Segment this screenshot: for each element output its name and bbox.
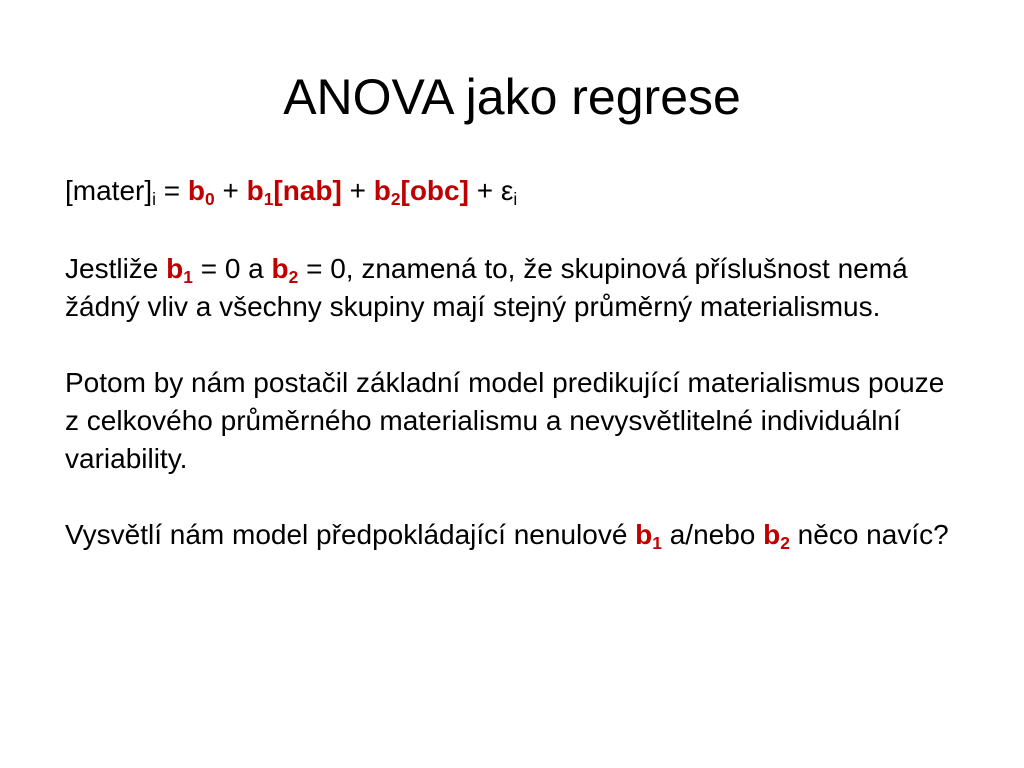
para1-coef-b1 bbox=[166, 253, 193, 288]
para3-text-2: a/nebo bbox=[661, 519, 764, 550]
equation-plus-epsilon: + ε bbox=[468, 175, 514, 206]
predictor-nab: [nab] bbox=[273, 175, 342, 206]
slide-title: ANOVA jako regrese bbox=[283, 69, 741, 125]
epsilon-subscript: i bbox=[513, 189, 518, 210]
para1-text-1: Jestliže bbox=[65, 253, 167, 284]
para1-text-2: = 0 a bbox=[192, 253, 272, 284]
para1-b2-subscript: 2 bbox=[288, 267, 299, 288]
para3-b2-letter: b bbox=[763, 519, 781, 550]
para3-b2-subscript: 2 bbox=[780, 533, 790, 554]
para3-text-3: něco navíc? bbox=[789, 519, 949, 550]
coef-b0-letter: b bbox=[187, 175, 206, 206]
para3-coef-b1 bbox=[635, 519, 662, 554]
coef-b0 bbox=[187, 175, 215, 210]
paragraph-base-model: Potom by nám postačil základní model predikující materialismus pouze z celkového průměrného materialismu a nevysvětlitelné individuální variability. bbox=[65, 367, 945, 474]
coef-b2-letter: b bbox=[373, 175, 391, 206]
para3-text-1: Vysvětlí nám model předpokládající nenulové bbox=[65, 519, 636, 550]
slide-body bbox=[65, 170, 965, 592]
coef-b1-letter: b bbox=[246, 175, 264, 206]
para1-text-3: = 0, znamená to, že skupinová příslušnost nemá žádný vliv a všechny skupiny mají stejný průměrný materialismus. bbox=[65, 253, 908, 322]
paragraph-question bbox=[65, 516, 965, 554]
para1-b1-subscript: 1 bbox=[183, 267, 193, 288]
equation-equals: = bbox=[156, 175, 188, 206]
regression-equation bbox=[65, 170, 965, 212]
equation-lhs: [mater] bbox=[65, 175, 153, 206]
coef-b2 bbox=[373, 175, 469, 210]
paragraph-hypothesis bbox=[65, 250, 965, 326]
coef-b2-subscript: 2 bbox=[390, 189, 401, 210]
para3-b1-letter: b bbox=[635, 519, 653, 550]
coef-b1 bbox=[246, 175, 342, 210]
para1-b1-letter: b bbox=[166, 253, 184, 284]
para1-b2-letter: b bbox=[271, 253, 289, 284]
coef-b0-subscript: 0 bbox=[205, 189, 215, 210]
predictor-obc: [obc] bbox=[400, 175, 469, 206]
para3-coef-b2 bbox=[763, 519, 790, 554]
coef-b1-subscript: 1 bbox=[263, 189, 274, 210]
para3-b1-subscript: 1 bbox=[652, 533, 662, 554]
para1-coef-b2 bbox=[271, 253, 299, 288]
equation-plus-2: + bbox=[341, 175, 374, 206]
equation-plus-1: + bbox=[214, 175, 247, 206]
equation-lhs-subscript: i bbox=[152, 189, 156, 210]
